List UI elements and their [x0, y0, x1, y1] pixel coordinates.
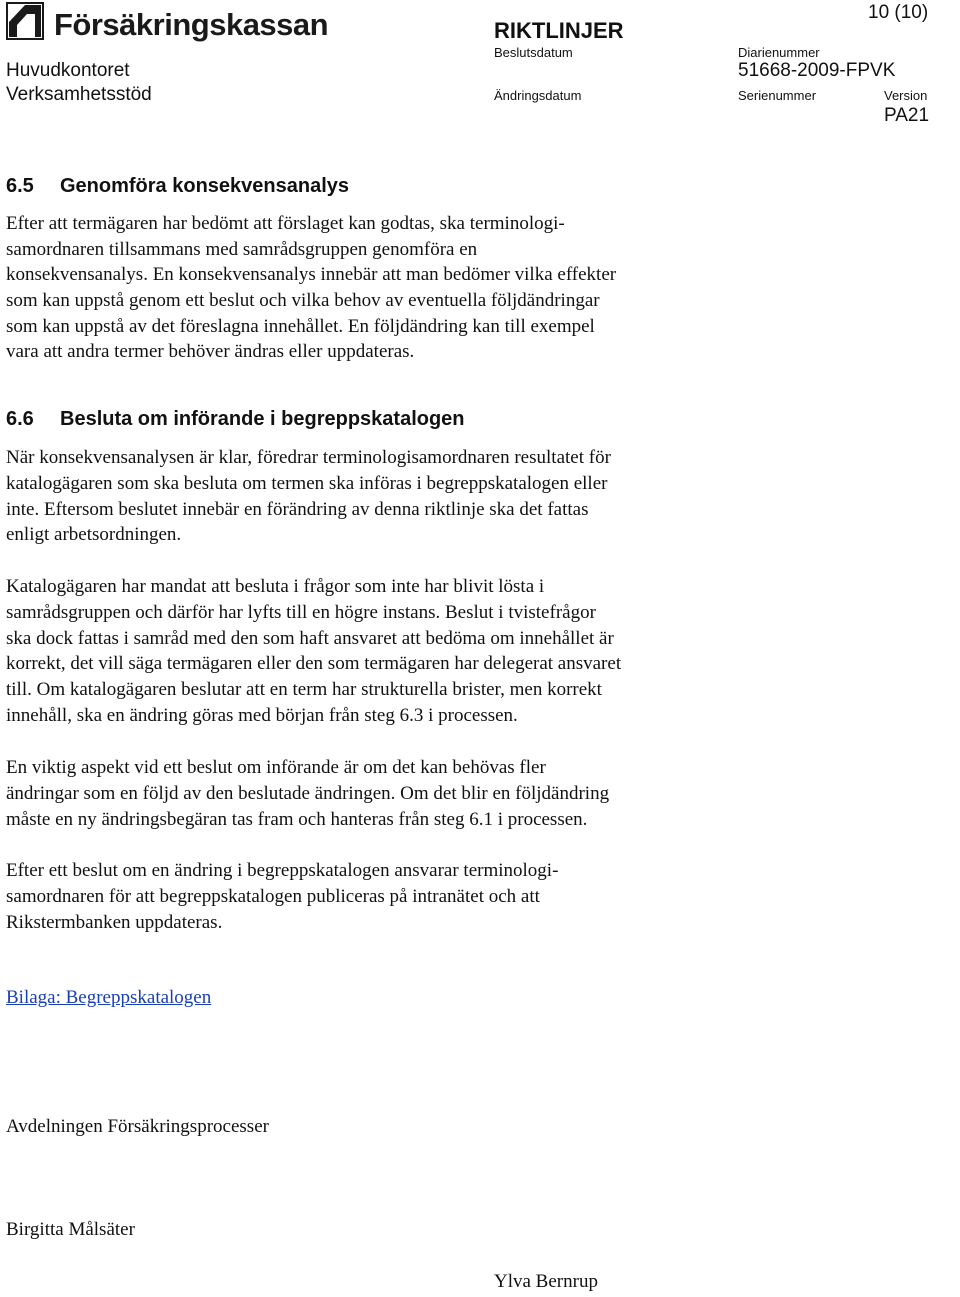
- label-serienummer: Serienummer: [738, 88, 817, 103]
- paragraph: [6, 445, 611, 548]
- section-title: Besluta om införande i begreppskatalogen: [60, 408, 465, 430]
- paragraph: [6, 262, 616, 365]
- text-line: Rikstermbanken uppdateras.: [6, 911, 223, 933]
- text-line: till. Om katalogägaren beslutar att en term har strukturella brister, men korrekt: [6, 679, 602, 701]
- page-number: 10 (10): [868, 2, 929, 23]
- text-line: En viktig aspekt vid ett beslut om införande är om det kan behövas fler: [6, 757, 546, 778]
- text-line: enligt arbetsordningen.: [6, 524, 182, 546]
- text-line: ändringar som en följd av den beslutade ändringen. Om det blir en följdändring: [6, 782, 610, 804]
- logo-mark-icon: [6, 2, 44, 40]
- text-line: korrekt, det vill säga termägaren eller den som termägaren har delegerat ansvaret: [6, 653, 622, 675]
- logo-text: Försäkringskassan: [54, 7, 329, 42]
- paragraph: [6, 755, 609, 832]
- label-andringsdatum: Ändringsdatum: [494, 88, 582, 103]
- section-title: Genomföra konsekvensanalys: [60, 175, 350, 197]
- text-line: ska dock fattas i samråd med den som haft ansvaret att bedöma om innehållet är: [6, 627, 614, 649]
- text-line: samrådsgruppen och därför har lyfts till en högre instans. Beslut i tvistefrågor: [6, 601, 596, 623]
- text-line: Efter att termägaren har bedömt att förslaget kan godtas, ska terminologi-: [6, 213, 565, 234]
- section-number: 6.5: [6, 175, 34, 197]
- signatory-name: Birgitta Målsäter: [6, 1219, 135, 1240]
- paragraph: [6, 858, 558, 935]
- text-line: Katalogägaren har mandat att besluta i frågor som inte har blivit lösta i: [6, 576, 545, 597]
- version-value: PA21: [884, 105, 930, 126]
- document-type: RIKTLINJER: [494, 18, 624, 43]
- org-subunit: Verksamhetsstöd: [6, 84, 152, 105]
- text-line: måste en ny ändringsbegäran tas fram och hanteras från steg 6.1 i processen.: [6, 808, 588, 830]
- text-line: vara att andra termer behöver ändras eller uppdateras.: [6, 341, 415, 363]
- text-line: konsekvensanalys. En konsekvensanalys innebär att man bedömer vilka effekter: [6, 264, 617, 285]
- paragraph: [6, 237, 477, 263]
- text-line: innehåll, ska en ändring göras med början från steg 6.3 i processen.: [6, 704, 518, 726]
- attachment-link[interactable]: Bilaga: Begreppskatalogen: [6, 987, 212, 1008]
- text-line: som kan uppstå av det föreslagna innehållet. En följdändring kan till exempel: [6, 315, 595, 337]
- paragraph: [6, 211, 565, 237]
- label-beslutsdatum: Beslutsdatum: [494, 45, 573, 60]
- label-version: Version: [884, 88, 928, 103]
- section-heading: [6, 175, 349, 198]
- diarienummer-value: 51668-2009-FPVK: [738, 60, 896, 81]
- org-unit: Huvudkontoret: [6, 60, 130, 81]
- section-heading: [6, 408, 465, 431]
- signatory-name: Ylva Bernrup: [494, 1271, 598, 1292]
- text-line: samordnaren för att begreppskatalogen publiceras på intranätet och att: [6, 885, 540, 907]
- paragraph: [6, 574, 621, 729]
- text-line: samordnaren tillsammans med samrådsgruppen genomföra en: [6, 239, 478, 260]
- text-line: Efter ett beslut om en ändring i begreppskatalogen ansvarar terminologi-: [6, 860, 559, 881]
- department-name: Avdelningen Försäkringsprocesser: [6, 1116, 269, 1137]
- text-line: som kan uppstå genom ett beslut och vilka behov av eventuella följdändringar: [6, 289, 600, 311]
- label-diarienummer: Diarienummer: [738, 45, 820, 60]
- text-line: katalogägaren som ska besluta om termen ska införas i begreppskatalogen eller: [6, 472, 608, 494]
- text-line: När konsekvensanalysen är klar, föredrar terminologisamordnaren resultatet för: [6, 447, 611, 468]
- text-line: inte. Eftersom beslutet innebär en förändring av denna riktlinje ska det fattas: [6, 498, 589, 520]
- section-number: 6.6: [6, 408, 34, 430]
